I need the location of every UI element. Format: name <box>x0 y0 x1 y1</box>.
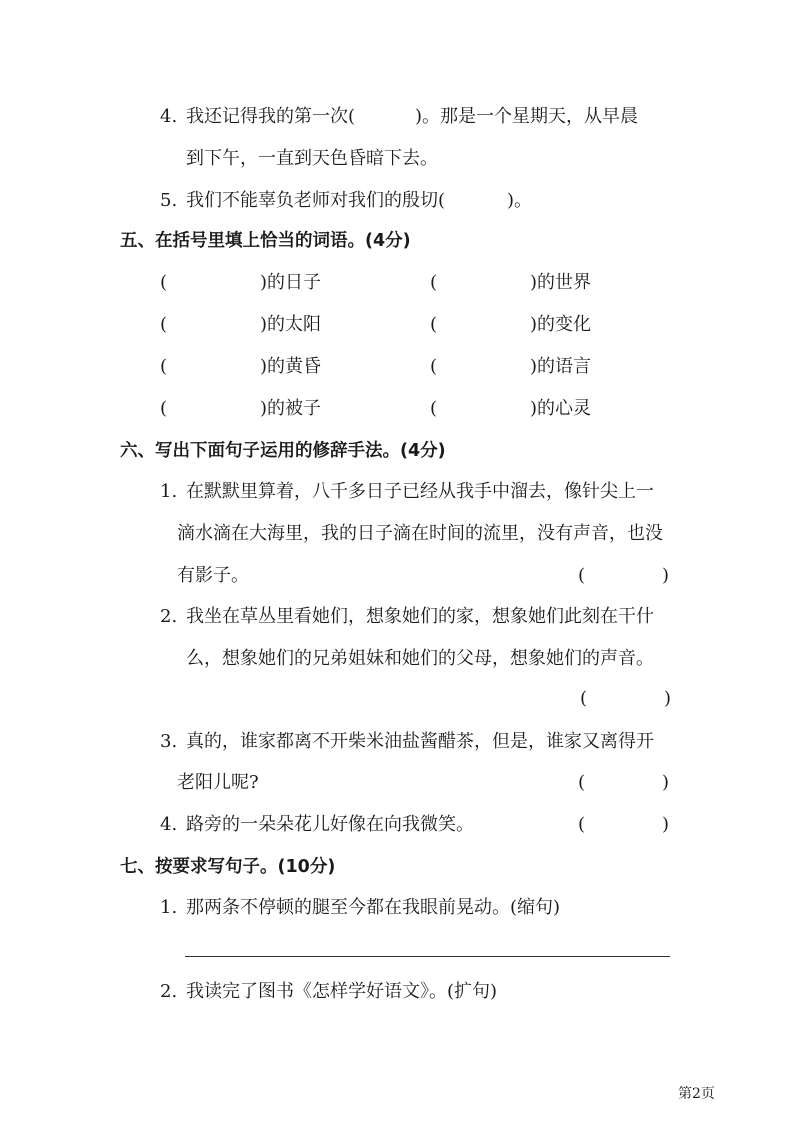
question-number: 5. <box>160 190 178 211</box>
fill-item[interactable]: ( )的世界 <box>430 272 592 293</box>
rhetoric-question-4: 4. 路旁的一朵朵花儿好像在向我微笑。 <box>160 814 474 835</box>
question-4-line1 <box>160 105 638 129</box>
rhetoric-question-1-line1: 1. 在默默里算着，八千多日子已经从我手中溜去，像针尖上一 <box>160 481 654 502</box>
fill-item[interactable]: ( )的黄昏 <box>160 356 322 377</box>
rewrite-question-1: 1. 那两条不停顿的腿至今都在我眼前晃动。(缩句) <box>160 897 561 918</box>
question-text-pre: 我们不能辜负老师对我们的殷切( <box>186 190 446 211</box>
rewrite-question-2: 2. 我读完了图书《怎样学好语文》。(扩句) <box>160 981 498 1002</box>
fill-item[interactable]: ( )的变化 <box>430 314 592 335</box>
question-text-post: )。那是一个星期天，从早晨 <box>415 106 639 127</box>
page-number: 第2页 <box>678 1086 715 1102</box>
fill-item[interactable]: ( )的被子 <box>160 398 322 419</box>
question-number: 2. <box>160 606 178 627</box>
section-7-title: 七、按要求写句子。(10分) <box>120 857 336 877</box>
fill-item[interactable]: ( )的心灵 <box>430 398 592 419</box>
question-number: 3. <box>160 731 178 752</box>
rhetoric-question-3-line2: 老阳儿呢? <box>177 772 259 793</box>
rhetoric-question-2-line1: 2. 我坐在草丛里看她们，想象她们的家，想象她们此刻在干什 <box>160 606 654 627</box>
question-number: 4. <box>160 106 178 127</box>
rhetoric-question-1-line3: 有影子。 <box>177 565 249 586</box>
question-number: 1. <box>160 897 178 918</box>
rhetoric-question-1-line2: 滴水滴在大海里，我的日子滴在时间的流里，没有声音，也没 <box>177 523 663 544</box>
section-6-title: 六、写出下面句子运用的修辞手法。(4分) <box>120 441 446 461</box>
question-text-post: )。 <box>507 190 533 211</box>
fill-item[interactable]: ( )的太阳 <box>160 314 322 335</box>
rhetoric-question-3-line1: 3. 真的，谁家都离不开柴米油盐酱醋茶，但是，谁家又离得开 <box>160 731 654 752</box>
rhetoric-question-2-line2: 么，想象她们的兄弟姐妹和她们的父母，想象她们的声音。 <box>186 648 654 669</box>
fill-item[interactable]: ( )的日子 <box>160 272 322 293</box>
question-4-line2: 到下午，一直到天色昏暗下去。 <box>186 148 438 169</box>
question-number: 4. <box>160 814 178 835</box>
section-5-title: 五、在括号里填上恰当的词语。(4分) <box>120 231 411 251</box>
question-number: 2. <box>160 981 178 1002</box>
answer-line[interactable] <box>185 956 670 957</box>
question-5 <box>160 189 532 213</box>
question-text-pre: 我还记得我的第一次( <box>186 106 356 127</box>
fill-item[interactable]: ( )的语言 <box>430 356 592 377</box>
question-number: 1. <box>160 481 178 502</box>
